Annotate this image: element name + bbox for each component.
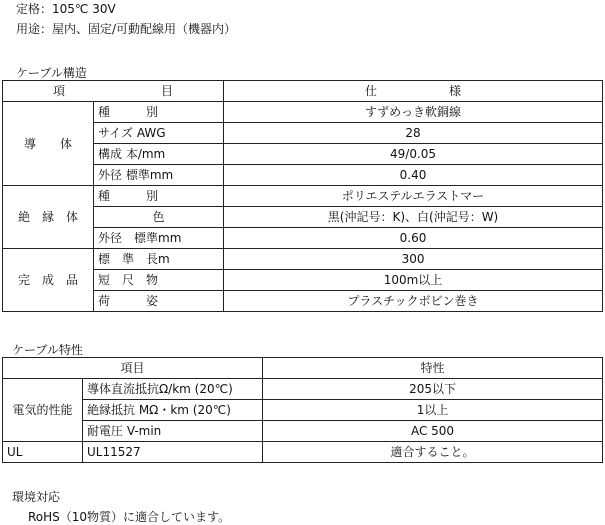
row-item: 種 別 [94,186,224,207]
row-item: サイズ AWG [94,123,224,144]
structure-header-row [3,81,603,102]
row-item: 絶縁抵抗 MΩ・km (20℃) [83,400,263,421]
char-head-value: 特性 [263,358,603,379]
table-row [3,400,603,421]
row-spec: 0.40 [224,165,603,186]
table-row [3,102,603,123]
row-spec: 28 [224,123,603,144]
table-row [3,186,603,207]
characteristics-table [2,357,603,463]
characteristics-title: ケーブル特性 [12,343,83,357]
row-spec: 黒(沖記号：K)、白(沖記号：W) [224,207,603,228]
row-item: 導体直流抵抗Ω/km (20℃) [83,379,263,400]
row-item: 種 別 [94,102,224,123]
structure-head-spec: 仕 様 [224,81,603,102]
table-row [3,249,603,270]
row-item: 短 尺 物 [94,270,224,291]
row-item: 荷 姿 [94,291,224,312]
environment-title: 環境対応 [12,490,61,504]
char-head-item: 項目 [3,358,263,379]
row-value: 205以下 [263,379,603,400]
row-spec: 100m以上 [224,270,603,291]
row-spec: 300 [224,249,603,270]
row-value: 1以上 [263,400,603,421]
row-spec: 0.60 [224,228,603,249]
row-spec: プラスチックボビン巻き [224,291,603,312]
row-spec: 49/0.05 [224,144,603,165]
ul-value: 適合すること。 [263,442,603,463]
table-row [3,442,603,463]
row-value: AC 500 [263,421,603,442]
rating-text: 定格：105℃ 30V [16,2,116,16]
characteristics-header-row [3,358,603,379]
row-item: 外径 標準mm [94,165,224,186]
structure-head-item: 項 目 [3,81,224,102]
row-item: 構成 本/mm [94,144,224,165]
row-item: 標 準 長m [94,249,224,270]
table-row [3,379,603,400]
group-conductor: 導 体 [3,102,94,186]
row-spec: すずめっき軟銅線 [224,102,603,123]
group-electrical: 電気的性能 [3,379,83,442]
row-item: 耐電圧 V-min [83,421,263,442]
row-item: 色 [94,207,224,228]
row-spec: ポリエステルエラストマー [224,186,603,207]
ul-item: UL11527 [83,442,263,463]
environment-text: RoHS（10物質）に適合しています。 [28,510,231,524]
structure-table [2,80,603,312]
table-row [3,421,603,442]
structure-title: ケーブル構造 [16,66,87,80]
ul-label: UL [3,442,83,463]
group-finished: 完 成 品 [3,249,94,312]
usage-text: 用途：屋内、固定/可動配線用（機器内） [16,22,237,36]
row-item: 外径 標準mm [94,228,224,249]
group-insulator: 絶 縁 体 [3,186,94,249]
